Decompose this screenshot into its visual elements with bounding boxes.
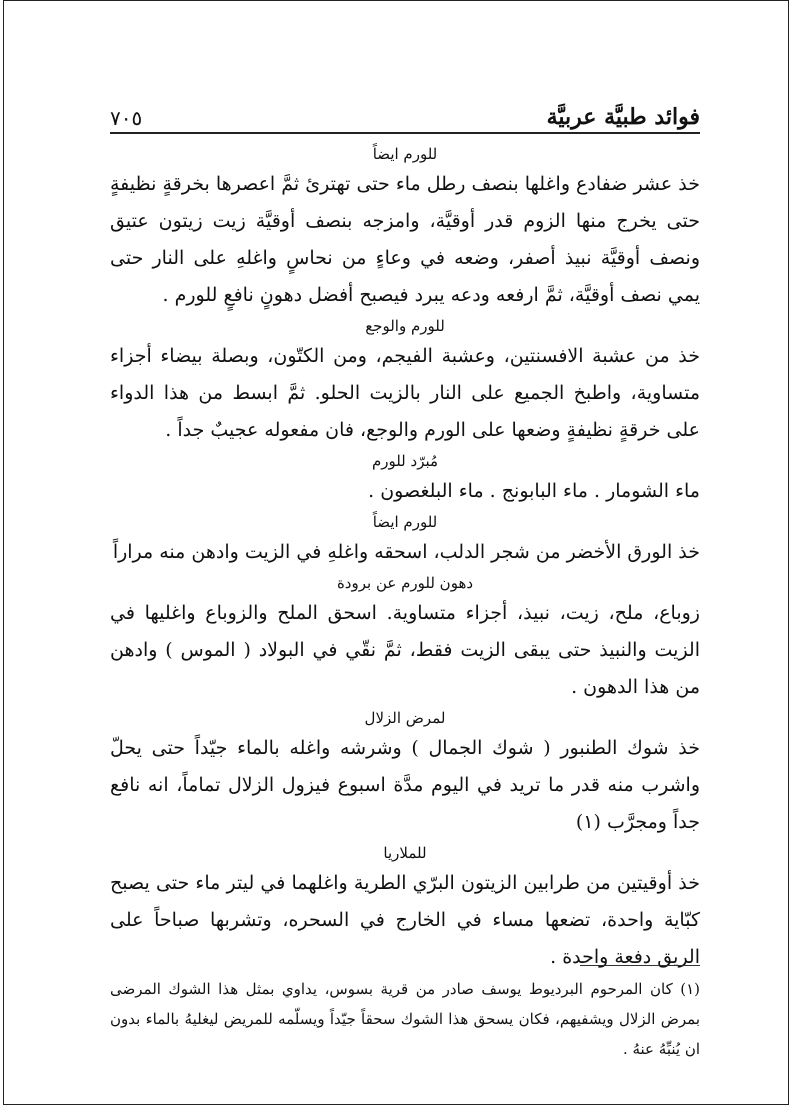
section-heading: للورم ايضاً — [372, 513, 438, 531]
section — [110, 706, 700, 841]
header-rule — [110, 132, 700, 134]
section — [110, 841, 700, 976]
section-paragraph: خذ شوك الطنبور ( شوك الجمال ) وشرشه واغله بالماء جيّداً حتى يحلّ واشرب منه قدر ما تريد في اليوم مدَّة اسبوع فيزول الزلال تماماً، انه نافع جداً ومجرَّب (١) — [110, 737, 700, 833]
running-header — [110, 94, 700, 130]
section-paragraph: خذ من عشبة الافسنتين، وعشبة الفيجم، ومن الكتّون، وبصلة بيضاء أجزاء متساوية، واطبخ الجميع على النار بالزيت الحلو. ثمَّ ابسط من هذا الدواء على خرقةٍ نظيفةٍ وضعها على الورم والوجع، فان مفعوله عجيبٌ جداً . — [110, 345, 700, 441]
section-paragraph: زوباع، ملح، زيت، نبيذ، أجزاء متساوية. اسحق الملح والزوباع واغليها في الزيت والنبيذ حتى يبقى الزيت فقط، ثمَّ نقّي في البولاد ( الموس ) وادهن من هذا الدهون . — [110, 602, 700, 698]
section — [110, 314, 700, 449]
section-heading: للورم والوجع — [365, 317, 445, 335]
section-paragraph: خذ عشر ضفادع واغلها بنصف رطل ماء حتى تهترئ ثمَّ اعصرها بخرقةٍ نظيفةٍ حتى يخرج منها الزوم قدر أوقيَّة، وامزجه بنصف أوقيَّة زيت زيتون عتيق ونصف أوقيَّة نبيذ أصفر، وضعه في وعاءٍ من نحاسٍ واغلهِ على النار حتى يمي نصف أوقيَّة، ثمَّ ارفعه ودعه يبرد فيصبح أفضل دهونٍ نافعٍ للورم . — [110, 173, 700, 306]
section-paragraph: خذ الورق الأخضر من شجر الدلب، اسحقه واغلهِ في الزيت وادهن منه مراراً — [112, 541, 700, 563]
section-heading: مُبرّد للورم — [371, 452, 439, 470]
section — [110, 571, 700, 706]
footnote: (١) كان المرحوم البرديوط يوسف صادر من قرية بسوس، يداوي بمثل هذا الشوك المرضى بمرض الزلال ويشفيهم، فكان يسحق هذا الشوك سحقاً جيّداً ويسلّمه للمريض ليغليهُ بالماء بدون ان يُنبِّهُ عنهُ . — [110, 980, 700, 1058]
book-page — [110, 60, 700, 1060]
section-heading: دهون للورم عن برودة — [336, 574, 474, 592]
section-paragraph: ماء الشومار . ماء البابونج . ماء البلغصون . — [368, 480, 700, 502]
section — [110, 142, 700, 314]
section-heading: للورم ايضاً — [372, 145, 438, 163]
header-title: فوائد طبيَّة عربيَّة — [546, 104, 700, 130]
section — [110, 510, 700, 571]
section-heading: للملاريا — [383, 844, 427, 862]
page-body — [110, 142, 700, 976]
section-heading: لمرض الزلال — [364, 709, 446, 727]
section-paragraph: خذ أوقيتين من طرابين الزيتون البرّي الطرية واغلهما في ليتر ماء حتى يصبح كبّاية واحدة، تضعها مساء في الخارج في السحره، وتشربها صباحاً على الريق دفعة واحدة . — [110, 872, 700, 968]
section — [110, 449, 700, 510]
page-number: ٧٠٥ — [110, 106, 143, 130]
footnote-rule — [580, 965, 700, 966]
